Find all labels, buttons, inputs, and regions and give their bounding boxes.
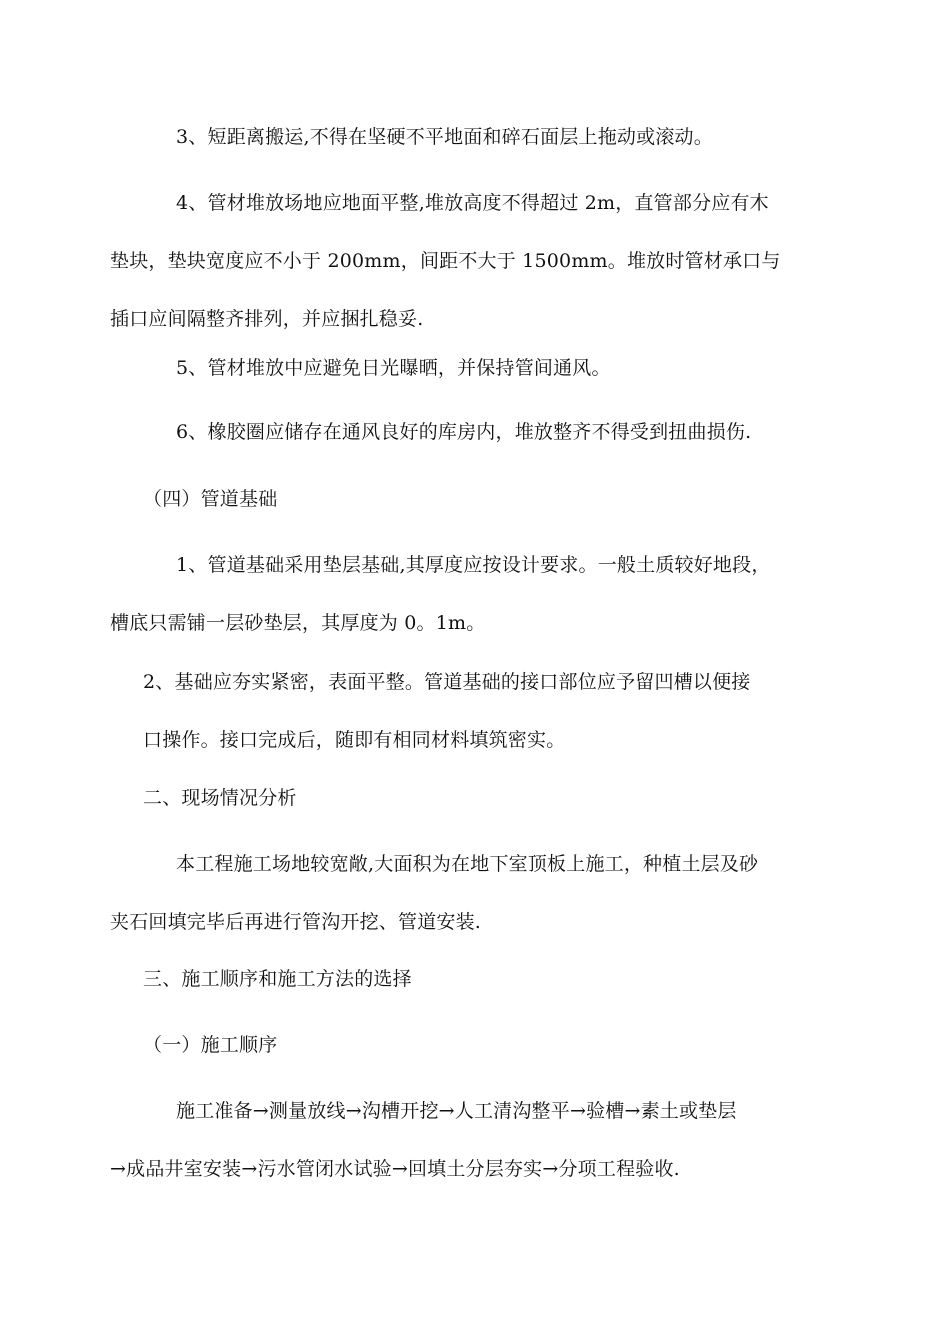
text-line: 5、管材堆放中应避免日光曝晒，并保持管间通风。: [176, 357, 611, 379]
section-heading-site-analysis: [143, 769, 823, 827]
text-line: 3、短距离搬运,不得在坚硬不平地面和碎石面层上拖动或滚动。: [176, 126, 713, 148]
heading-text: （四）管道基础: [143, 488, 278, 510]
paragraph-foundation-2: [143, 653, 823, 769]
text-line: 6、橡胶圈应储存在通风良好的库房内，堆放整齐不得受到扭曲损伤.: [176, 421, 752, 443]
text-line: 4、管材堆放场地应地面平整,堆放高度不得超过 2m，直管部分应有木: [176, 192, 769, 214]
text-line: 施工准备→测量放线→沟槽开挖→人工清沟整平→验槽→素土或垫层: [176, 1100, 737, 1122]
text-line: 本工程施工场地较宽敞,大面积为在地下室顶板上施工，种植土层及砂: [176, 853, 759, 875]
subsection-heading-sequence: [143, 1016, 823, 1074]
section-heading-foundation: [143, 470, 823, 528]
paragraph-item-3: [143, 108, 823, 166]
paragraph-foundation-1: [110, 536, 823, 652]
paragraph-item-6: [143, 403, 823, 461]
text-line: 槽底只需铺一层砂垫层，其厚度为 0。1m。: [110, 612, 486, 634]
heading-text: 二、现场情况分析: [143, 787, 297, 809]
text-line: 1、管道基础采用垫层基础,其厚度应按设计要求。一般土质较好地段，: [176, 554, 771, 576]
text-line: →成品井室安装→污水管闭水试验→回填土分层夯实→分项工程验收.: [110, 1158, 680, 1180]
paragraph-site-analysis: [110, 835, 823, 951]
paragraph-item-5: [143, 339, 823, 397]
section-heading-construction-sequence: [143, 950, 823, 1008]
paragraph-item-4: [110, 174, 823, 348]
text-line: 插口应间隔整齐排列，并应捆扎稳妥.: [110, 308, 424, 330]
text-line: 夹石回填完毕后再进行管沟开挖、管道安装.: [110, 911, 482, 933]
text-line: 垫块，垫块宽度应不小于 200mm，间距不大于 1500mm。堆放时管材承口与: [110, 250, 781, 272]
heading-text: （一）施工顺序: [143, 1034, 278, 1056]
text-line: 2、基础应夯实紧密，表面平整。管道基础的接口部位应予留凹槽以便接: [143, 671, 751, 693]
heading-text: 三、施工顺序和施工方法的选择: [143, 968, 412, 990]
paragraph-sequence-flow: [110, 1082, 823, 1198]
text-line: 口操作。接口完成后，随即有相同材料填筑密实。: [143, 729, 566, 751]
